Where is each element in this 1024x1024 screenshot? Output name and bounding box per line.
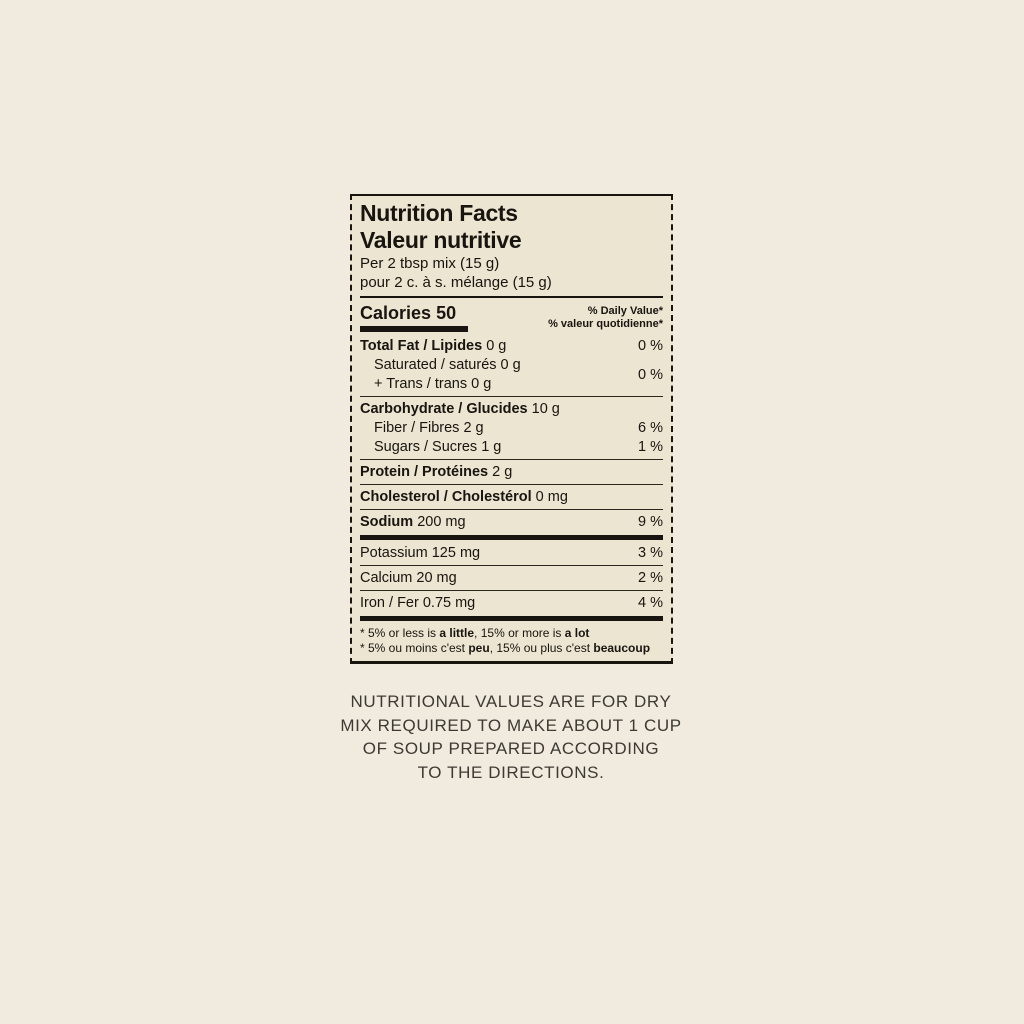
nutrient-name-line2: + Trans / trans 0 g: [374, 376, 492, 392]
nutrient-name: Carbohydrate / Glucides: [360, 401, 528, 417]
row-divider: [360, 535, 663, 540]
nutrient-row: Total Fat / Lipides 0 g 0 %: [360, 338, 663, 354]
daily-value-percent: 2 %: [638, 570, 663, 586]
footnote-en: * 5% or less is a little, 15% or more is a lot: [360, 626, 590, 640]
daily-value-percent: 0 %: [638, 338, 663, 354]
nutrient-name: Sugars / Sucres: [374, 439, 478, 455]
caption-line: OF SOUP PREPARED ACCORDING: [362, 739, 660, 758]
calories-value: 50: [436, 303, 457, 323]
nutrient-name: Sodium: [360, 514, 414, 530]
calories-label: Calories: [360, 303, 432, 323]
caption-line: NUTRITIONAL VALUES ARE FOR DRY: [350, 692, 672, 711]
calories-underline-bar: [360, 326, 468, 332]
calories-text: [360, 303, 468, 332]
nutrition-facts-label: [350, 194, 673, 664]
label-title-fr: Valeur nutritive: [360, 227, 522, 253]
row-divider: [360, 565, 663, 566]
nutrient-name: Saturated / saturés: [374, 357, 497, 373]
label-title-en: Nutrition Facts: [360, 200, 518, 226]
nutrient-name: Potassium: [360, 545, 428, 561]
nutrient-row: Sugars / Sucres 1 g 1 %: [374, 439, 663, 455]
serving-size-fr: pour 2 c. à s. mélange (15 g): [360, 274, 552, 291]
daily-value-header-fr: % valeur quotidienne*: [548, 318, 663, 330]
caption-line: TO THE DIRECTIONS.: [417, 762, 605, 782]
row-divider: [360, 509, 663, 510]
daily-value-percent: 9 %: [638, 514, 663, 530]
package-caption: [311, 690, 711, 784]
serving-size-en: Per 2 tbsp mix (15 g): [360, 255, 500, 272]
row-divider: [360, 484, 663, 485]
nutrient-name: Total Fat / Lipides: [360, 338, 483, 354]
caption-line: MIX REQUIRED TO MAKE ABOUT 1 CUP: [340, 715, 682, 735]
nutrient-name: Fiber / Fibres: [374, 420, 460, 436]
nutrient-rows: [360, 337, 663, 621]
nutrient-name: Calcium: [360, 570, 413, 586]
daily-value-percent: 4 %: [638, 595, 663, 611]
row-divider: [360, 396, 663, 397]
daily-value-percent: 3 %: [638, 545, 663, 561]
calories-row: [360, 298, 663, 332]
row-divider: [360, 590, 663, 591]
row-divider: [360, 459, 663, 460]
daily-value-header: [548, 303, 663, 331]
daily-value-percent: 6 %: [638, 420, 663, 436]
nutrient-row: Potassium 125 mg 3 %: [360, 545, 663, 561]
nutrient-row: Saturated / saturés 0 g + Trans / trans 0 g 0 %: [374, 357, 663, 392]
footnotes: [360, 626, 663, 656]
nutrient-row: Cholesterol / Cholestérol 0 mg: [360, 489, 568, 505]
nutrient-name: Protein / Protéines: [360, 464, 489, 480]
nutrient-row: Calcium 20 mg 2 %: [360, 570, 663, 586]
nutrient-row: Fiber / Fibres 2 g 6 %: [374, 420, 663, 436]
row-divider: [360, 616, 663, 621]
daily-value-percent: 1 %: [638, 439, 663, 455]
nutrient-row: Protein / Protéines 2 g: [360, 464, 513, 480]
nutrient-name: Iron / Fer: [360, 595, 419, 611]
footnote-fr: * 5% ou moins c'est peu, 15% ou plus c'est beaucoup: [360, 641, 651, 655]
nutrient-row: Iron / Fer 0.75 mg 4 %: [360, 595, 663, 611]
daily-value-percent: 0 %: [638, 366, 663, 383]
daily-value-header-en: % Daily Value*: [587, 305, 663, 317]
nutrient-row: Sodium 200 mg 9 %: [360, 514, 663, 530]
nutrient-name: Cholesterol / Cholestérol: [360, 489, 532, 505]
nutrient-row: Carbohydrate / Glucides 10 g: [360, 401, 560, 417]
